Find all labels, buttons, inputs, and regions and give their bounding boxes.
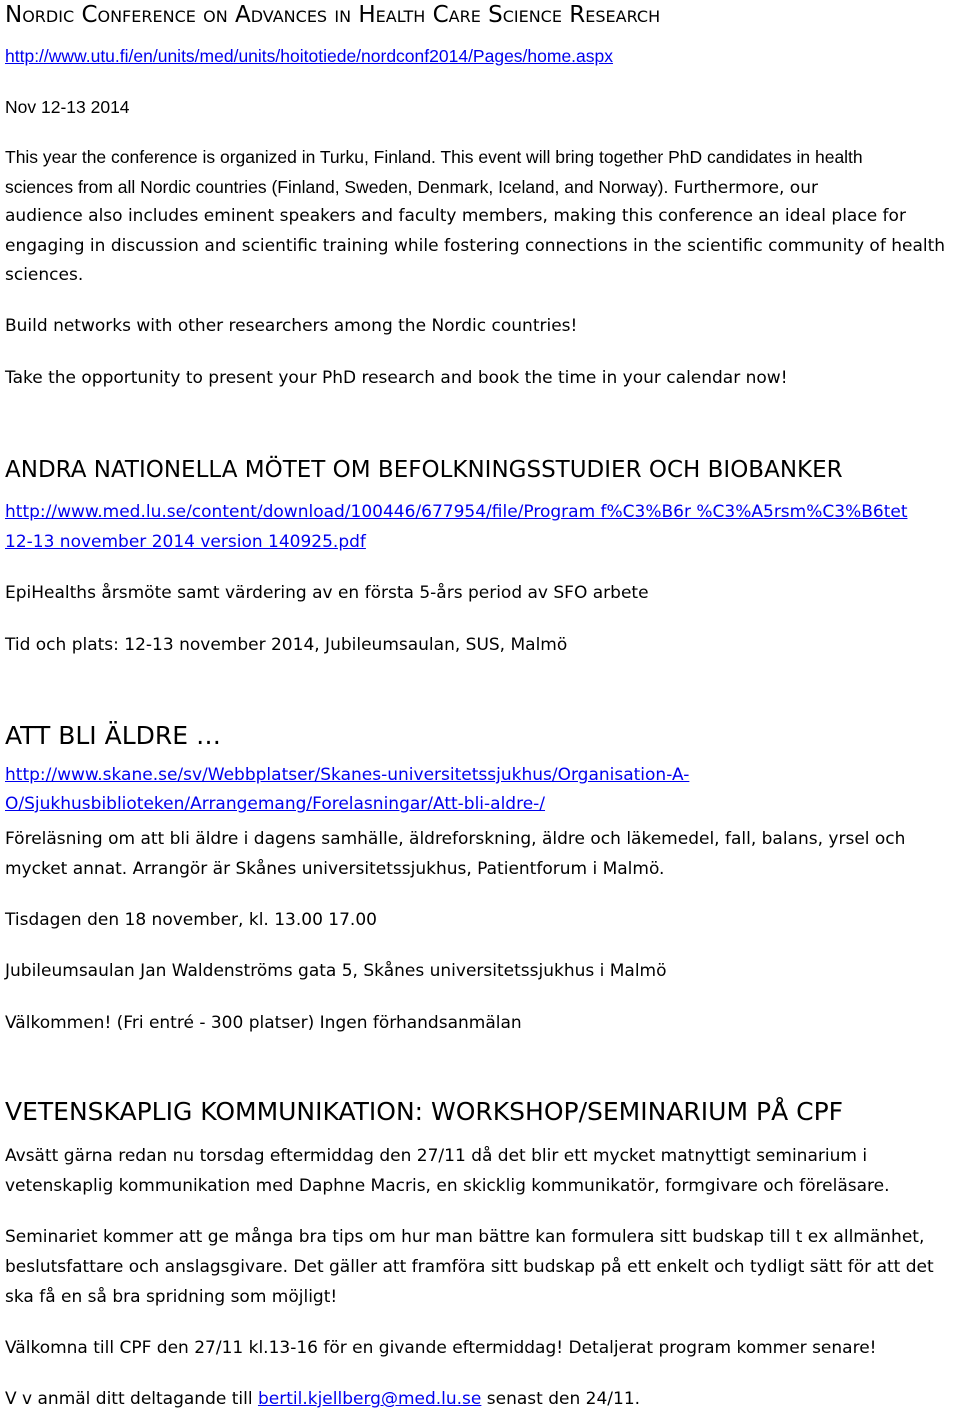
paragraph-line: Föreläsning om att bli äldre i dagens samhälle, äldreforskning, äldre och läkemedel, fall, balans, yrsel och — [5, 829, 906, 849]
section-heading: ANDRA NATIONELLA MÖTET OM BEFOLKNINGSSTUDIER OCH BIOBANKER — [5, 457, 843, 483]
paragraph-line: mycket annat. Arrangör är Skånes universitetssjukhus, Patientforum i Malmö. — [5, 859, 665, 879]
paragraph-text: sciences from all Nordic countries (Finland, Sweden, Denmark, Iceland, and Norway). — [5, 177, 669, 197]
paragraph-line: Avsätt gärna redan nu torsdag eftermiddag den 27/11 då det blir ett mycket matnyttigt seminarium i — [5, 1146, 868, 1166]
registration-text: senast den 24/11. — [481, 1389, 641, 1409]
registration-line — [5, 1387, 640, 1411]
section-heading: ATT BLI ÄLDRE … — [5, 721, 222, 750]
event-time: Tisdagen den 18 november, kl. 13.00 17.00 — [5, 910, 377, 930]
lecture-link-line-2[interactable]: O/Sjukhusbiblioteken/Arrangemang/Forelasningar/Att-bli-aldre-/ — [5, 794, 546, 814]
conference-link[interactable]: http://www.utu.fi/en/units/med/units/hoitotiede/nordconf2014/Pages/home.aspx — [5, 46, 614, 66]
registration-text: V v anmäl ditt deltagande till — [5, 1389, 258, 1409]
section-heading: VETENSKAPLIG KOMMUNIKATION: WORKSHOP/SEMINARIUM PÅ CPF — [5, 1097, 844, 1126]
paragraph-line: Seminariet kommer att ge många bra tips om hur man bättre kan formulera sitt budskap till t ex allmänhet, — [5, 1227, 925, 1247]
lecture-link-line-1[interactable]: http://www.skane.se/sv/Webbplatser/Skanes-universitetssjukhus/Organisation-A- — [5, 765, 690, 785]
email-link[interactable]: bertil.kjellberg@med.lu.se — [257, 1389, 482, 1409]
paragraph-line: sciences. — [5, 265, 84, 285]
paragraph-line: This year the conference is organized in Turku, Finland. This event will bring together PhD candidates in health — [5, 147, 863, 167]
paragraph: Tid och plats: 12-13 november 2014, Jubileumsaulan, SUS, Malmö — [5, 635, 568, 655]
program-link-line-2[interactable]: 12-13 november 2014 version 140925.pdf — [5, 532, 366, 552]
paragraph: Välkomna till CPF den 27/11 kl.13-16 för en givande eftermiddag! Detaljerat program kommer senare! — [5, 1338, 877, 1358]
paragraph-line: engaging in discussion and scientific training while fostering connections in the scientific community of health — [5, 236, 946, 256]
paragraph-text: Furthermore, our — [668, 178, 818, 198]
event-location: Jubileumsaulan Jan Waldenströms gata 5, Skånes universitetssjukhus i Malmö — [5, 961, 667, 981]
paragraph-line: beslutsfattare och anslagsgivare. Det gäller att framföra sitt budskap på ett enkelt och tydligt sätt för att det — [5, 1257, 934, 1277]
paragraph: Build networks with other researchers among the Nordic countries! — [5, 316, 578, 336]
paragraph: EpiHealths årsmöte samt värdering av en första 5-års period av SFO arbete — [5, 583, 649, 603]
conference-date: Nov 12-13 2014 — [5, 97, 130, 117]
program-link-line-1[interactable]: http://www.med.lu.se/content/download/100446/677954/file/Program f%C3%B6r %C3%A5rsm%C3%B6tet — [5, 502, 908, 522]
paragraph-line — [5, 175, 818, 200]
paragraph: Take the opportunity to present your PhD research and book the time in your calendar now! — [5, 368, 788, 388]
paragraph: Välkommen! (Fri entré - 300 platser) Ingen förhandsanmälan — [5, 1013, 522, 1033]
section-heading: Nordic Conference on Advances in Health Care Science Research — [5, 2, 661, 28]
paragraph-line: audience also includes eminent speakers and faculty members, making this conference an ideal place for — [5, 206, 906, 226]
paragraph-line: vetenskaplig kommunikation med Daphne Macris, en skicklig kommunikatör, formgivare och föreläsare. — [5, 1176, 890, 1196]
paragraph-line: ska få en så bra spridning som möjligt! — [5, 1287, 338, 1307]
